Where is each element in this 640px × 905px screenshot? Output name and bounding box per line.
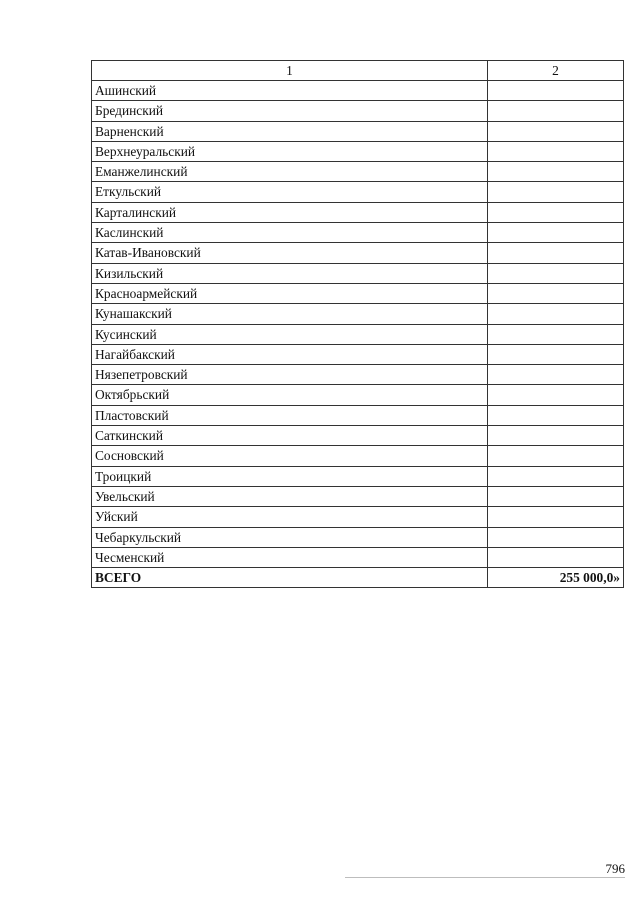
district-name: Кизильский [92,263,488,283]
table-row [92,507,624,527]
district-name: Варненский [92,121,488,141]
district-value [488,527,624,547]
district-name: Кусинский [92,324,488,344]
table-row [92,365,624,385]
district-name: Еманжелинский [92,162,488,182]
table-row [92,527,624,547]
district-value [488,162,624,182]
table-row [92,283,624,303]
district-name: Верхнеуральский [92,141,488,161]
district-value [488,344,624,364]
total-row [92,568,624,588]
district-name: Увельский [92,486,488,506]
district-name: Брединский [92,101,488,121]
district-name: Октябрьский [92,385,488,405]
district-value [488,101,624,121]
district-value [488,202,624,222]
district-value [488,121,624,141]
table-body [92,81,624,588]
district-name: Нагайбакский [92,344,488,364]
district-value [488,486,624,506]
districts-table [91,60,624,588]
district-value [488,304,624,324]
district-name: Саткинский [92,426,488,446]
table-row [92,324,624,344]
total-label: ВСЕГО [92,568,488,588]
table-row [92,486,624,506]
table-row [92,243,624,263]
district-name: Кунашакский [92,304,488,324]
district-name: Чесменский [92,547,488,567]
district-value [488,466,624,486]
district-name: Карталинский [92,202,488,222]
district-name: Катав-Ивановский [92,243,488,263]
table-row [92,405,624,425]
district-value [488,223,624,243]
table-row [92,547,624,567]
table-row [92,223,624,243]
table-row [92,385,624,405]
table-row [92,304,624,324]
district-value [488,81,624,101]
district-value [488,405,624,425]
district-name: Сосновский [92,446,488,466]
district-name: Троицкий [92,466,488,486]
district-value [488,182,624,202]
table-row [92,202,624,222]
district-value [488,263,624,283]
district-name: Пластовский [92,405,488,425]
district-value [488,547,624,567]
district-value [488,426,624,446]
district-value [488,446,624,466]
table-row [92,466,624,486]
district-name: Нязепетровский [92,365,488,385]
district-value [488,141,624,161]
district-name: Уйский [92,507,488,527]
district-name: Чебаркульский [92,527,488,547]
district-name: Красноармейский [92,283,488,303]
district-value [488,507,624,527]
district-name: Еткульский [92,182,488,202]
district-value [488,365,624,385]
table-row [92,263,624,283]
table-header-row [92,61,624,81]
district-value [488,243,624,263]
district-value [488,324,624,344]
district-value [488,283,624,303]
total-value: 255 000,0» [488,568,624,588]
table-row [92,81,624,101]
table-row [92,141,624,161]
scan-edge-line [345,877,625,878]
table-row [92,426,624,446]
table-row [92,446,624,466]
table-row [92,344,624,364]
table-row [92,162,624,182]
district-value [488,385,624,405]
column-header-1: 1 [92,61,488,81]
district-name: Каслинский [92,223,488,243]
table-row [92,101,624,121]
district-name: Ашинский [92,81,488,101]
page-number: 796 [605,861,625,876]
column-header-2: 2 [488,61,624,81]
table-row [92,121,624,141]
table-row [92,182,624,202]
